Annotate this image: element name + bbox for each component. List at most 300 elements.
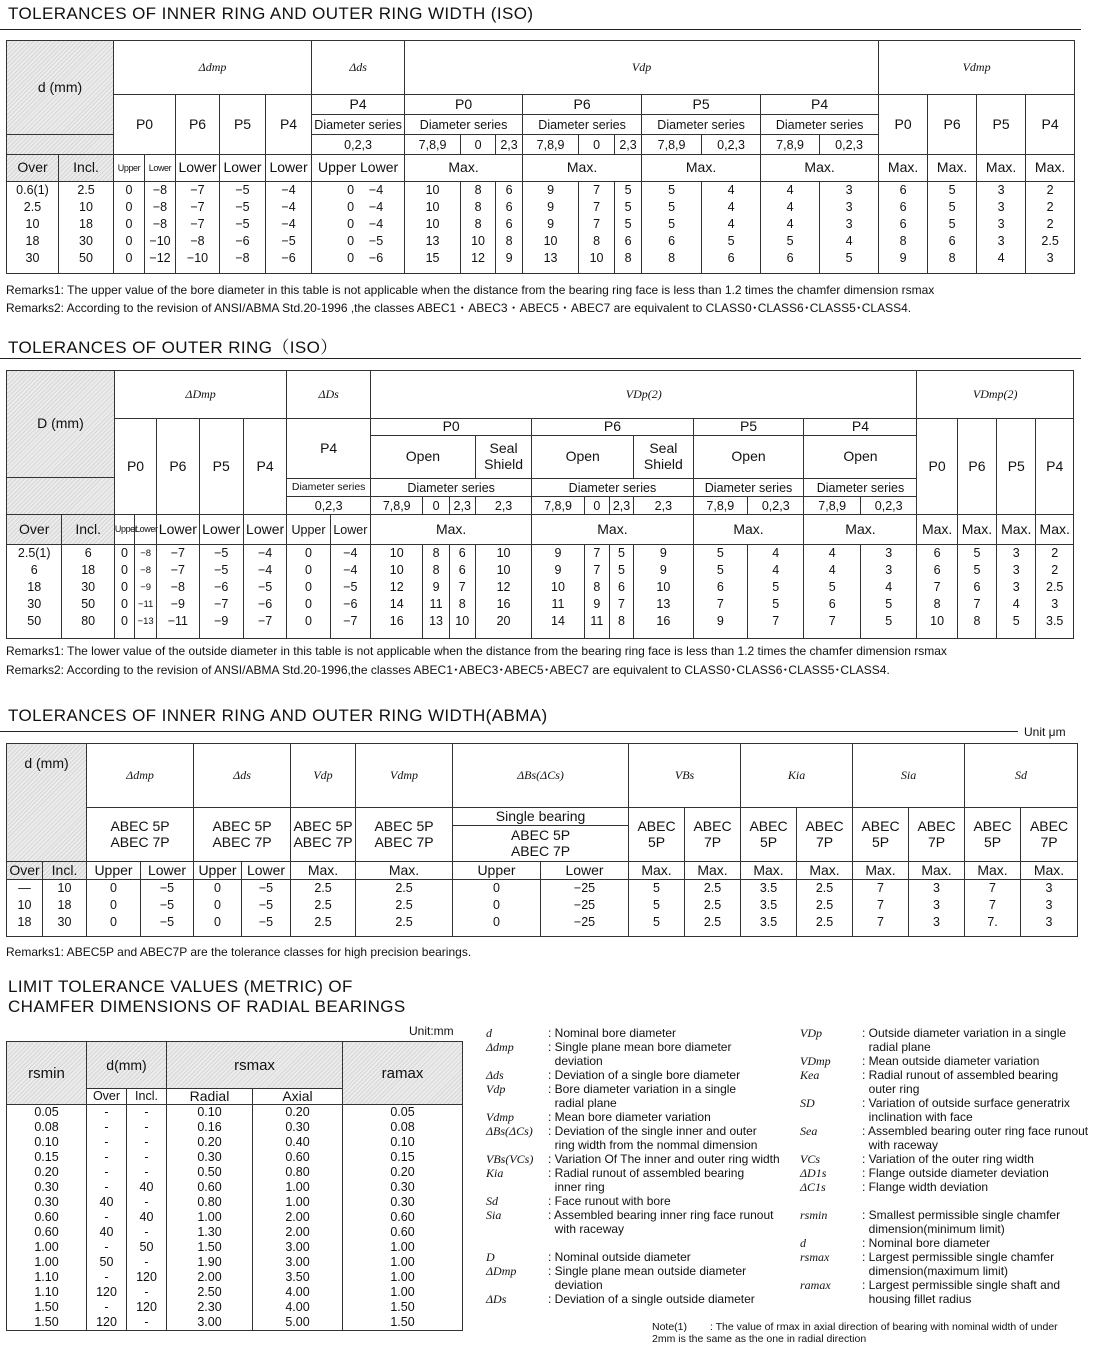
header-series-023: 0,2,3 bbox=[702, 135, 761, 155]
header-vdp: VDp(2) bbox=[371, 371, 917, 419]
header-lower: Lower bbox=[176, 155, 220, 182]
data-column: 10 10 10 13 15 bbox=[405, 182, 461, 274]
header-series-789: 7,8,9 bbox=[532, 497, 584, 515]
header-diameter-series: Diameter series bbox=[405, 115, 523, 135]
header-d-mm: D (mm) bbox=[7, 371, 115, 478]
header-lower: Lower bbox=[243, 515, 286, 545]
legend-text: : Variation of the outer ring width bbox=[862, 1152, 1034, 1166]
header-over: Over bbox=[7, 862, 43, 880]
legend-text: : Deviation of the single inner and outer ring width from the nommal dimension bbox=[548, 1124, 758, 1152]
header-incl: Incl. bbox=[43, 862, 87, 880]
header-max: Max. bbox=[642, 155, 761, 182]
table-cell: 40 bbox=[87, 1225, 127, 1240]
legend-symbol: ΔDmp bbox=[486, 1264, 517, 1278]
header-abec-7p: ABEC 7P bbox=[1021, 808, 1078, 862]
header-vbs: VBs bbox=[629, 744, 741, 808]
legend-symbol: rsmax bbox=[800, 1250, 830, 1264]
header-p4: P4 bbox=[804, 419, 917, 436]
legend-text: : Largest permissible single shaft and housing fillet radius bbox=[862, 1278, 1061, 1306]
header-max: Max. bbox=[1026, 155, 1075, 182]
table-cell: 0.20 bbox=[253, 1105, 343, 1121]
legend-item bbox=[486, 1082, 803, 1110]
table-cell: 3.50 bbox=[253, 1270, 343, 1285]
header-incl: Incl. bbox=[59, 155, 114, 182]
table-row bbox=[7, 1120, 463, 1135]
table-cell: 0.40 bbox=[253, 1135, 343, 1150]
data-column: 3 3 3 3 4 bbox=[977, 182, 1026, 274]
header-d-mm: d(mm) bbox=[87, 1042, 167, 1089]
table-row bbox=[7, 1135, 463, 1150]
note-text: : The value of rmax in axial direction of bearing with nominal width of under 2mm is the same as the one in radial direction bbox=[652, 1321, 1058, 1345]
header-max: Max. bbox=[1036, 515, 1074, 545]
header-series-789: 7,8,9 bbox=[761, 135, 820, 155]
header-lower: Lower bbox=[199, 515, 243, 545]
header-max: Max. bbox=[356, 862, 453, 880]
legend-symbol bbox=[800, 1194, 862, 1208]
table-row bbox=[7, 1240, 463, 1255]
legend-symbol: Sia bbox=[486, 1208, 502, 1222]
table-cell: 2.50 bbox=[167, 1285, 253, 1300]
header-abec-7p: ABEC 7P bbox=[797, 808, 853, 862]
legend-symbol: ΔDs bbox=[486, 1292, 507, 1306]
header-sd: Sd bbox=[965, 744, 1078, 808]
header-open: Open bbox=[371, 436, 476, 479]
header-rsmin: rsmin bbox=[7, 1042, 87, 1105]
table-cell: 1.00 bbox=[343, 1285, 463, 1300]
header-over: Over bbox=[7, 155, 59, 182]
note-label: Note(1) bbox=[652, 1321, 688, 1333]
legend-item bbox=[800, 1068, 1117, 1096]
legend-item bbox=[486, 1110, 803, 1124]
header-abec-5p-7p: ABEC 5P ABEC 7P bbox=[453, 826, 629, 862]
table-cell: 50 bbox=[127, 1240, 167, 1255]
header-vdmp: Vdmp bbox=[356, 744, 453, 808]
data-column: 9 9 10 13 16 bbox=[634, 545, 693, 639]
legend-text: : Variation Of The inner and outer ring width bbox=[548, 1152, 780, 1166]
header-max: Max. bbox=[693, 515, 804, 545]
header-seal-shield: Seal Shield bbox=[475, 436, 531, 479]
table-cell: 2.00 bbox=[167, 1270, 253, 1285]
table-cell: 1.10 bbox=[7, 1285, 87, 1300]
header-max: Max. bbox=[965, 862, 1021, 880]
header-sia: Sia bbox=[853, 744, 965, 808]
header-lower: Lower bbox=[157, 515, 199, 545]
header-upper: Upper bbox=[114, 515, 134, 545]
header-vdp: Vdp bbox=[405, 41, 879, 95]
legend-item bbox=[486, 1040, 803, 1068]
legend-symbol: D bbox=[486, 1250, 495, 1264]
table-row bbox=[7, 1315, 463, 1331]
data-column: 2 2 2.5 3 3.5 bbox=[1036, 545, 1074, 639]
table-cell: 0.30 bbox=[343, 1180, 463, 1195]
legend-item bbox=[486, 1250, 803, 1264]
data-column: −7 −7 −7 −8 −10 bbox=[176, 182, 220, 274]
table-cell: 0.30 bbox=[253, 1120, 343, 1135]
table-cell: 1.50 bbox=[7, 1300, 87, 1315]
data-column: 7 7 7 bbox=[853, 880, 909, 937]
legend-symbol: VDmp bbox=[800, 1054, 831, 1068]
header-p6: P6 bbox=[157, 419, 199, 515]
header-max: Max. bbox=[917, 515, 957, 545]
legend-symbol: VDp bbox=[800, 1026, 822, 1040]
data-column: 6 6 6 8 9 bbox=[496, 182, 523, 274]
data-column: 0 0 0 bbox=[87, 880, 141, 937]
table-width-abma bbox=[6, 743, 1078, 937]
table-cell: 4.00 bbox=[253, 1300, 343, 1315]
legend-symbol: Δdmp bbox=[486, 1040, 514, 1054]
table-cell: 3.00 bbox=[167, 1315, 253, 1331]
table-cell: 120 bbox=[127, 1270, 167, 1285]
data-column: 2.5 2.5 2.5 bbox=[291, 880, 356, 937]
header-lower: Lower bbox=[220, 155, 266, 182]
legend-item bbox=[800, 1236, 1117, 1250]
header-upper: Upper bbox=[453, 862, 541, 880]
data-column: 10 10 12 14 16 bbox=[371, 545, 423, 639]
legend-text: : Nominal bore diameter bbox=[862, 1236, 991, 1250]
table-cell: 1.00 bbox=[343, 1255, 463, 1270]
legend-text: : Single plane mean outside diameter deviation bbox=[548, 1264, 747, 1292]
header-max: Max. bbox=[629, 862, 685, 880]
data-column: 2 2 2 2.5 3 bbox=[1026, 182, 1075, 274]
legend-symbol: SD bbox=[800, 1096, 815, 1110]
header-series-23: 2,3 bbox=[609, 497, 633, 515]
header-lower: Lower bbox=[145, 155, 176, 182]
legend-text: : Flange width deviation bbox=[862, 1180, 989, 1194]
legend-symbol bbox=[486, 1236, 548, 1250]
title-line-2: CHAMFER DIMENSIONS OF RADIAL BEARINGS bbox=[8, 997, 406, 1016]
table-row bbox=[7, 1270, 463, 1285]
table-cell: 0.60 bbox=[253, 1150, 343, 1165]
data-column: 3 3 4 5 5 bbox=[860, 545, 917, 639]
data-column: 3 3 3 4 5 bbox=[997, 545, 1036, 639]
table-cell: - bbox=[127, 1225, 167, 1240]
table-cell: - bbox=[87, 1105, 127, 1121]
legend-symbol: VCs bbox=[800, 1152, 821, 1166]
data-column: 0 0 0 0 0 bbox=[114, 545, 134, 639]
header-p0: P0 bbox=[371, 419, 532, 436]
header-abec-7p: ABEC 7P bbox=[909, 808, 965, 862]
header-p0: P0 bbox=[114, 95, 176, 155]
data-column: 0 0 0 0 0 bbox=[347, 183, 355, 265]
header-p0: P0 bbox=[405, 95, 523, 115]
data-column: 0 0 0 bbox=[194, 880, 242, 937]
legend-symbol: VBs(VCs) bbox=[486, 1152, 534, 1166]
data-column: 3 3 3 4 5 bbox=[820, 182, 879, 274]
table-cell: - bbox=[87, 1300, 127, 1315]
header-diameter-series: Diameter series bbox=[523, 115, 642, 135]
table-cell: 0.10 bbox=[343, 1135, 463, 1150]
legend-text: : Deviation of a single outside diameter bbox=[548, 1292, 755, 1306]
data-column: 2.5 2.5 2.5 bbox=[685, 880, 741, 937]
legend-item bbox=[800, 1054, 1117, 1068]
data-column: 7 7 7. bbox=[965, 880, 1021, 937]
header-vdmp: Vdmp bbox=[879, 41, 1075, 95]
legend-item bbox=[486, 1166, 803, 1194]
header-diameter-series: Diameter series bbox=[371, 479, 532, 497]
header-p4: P4 bbox=[761, 95, 879, 115]
header-blank bbox=[7, 478, 115, 515]
header-vdmp: VDmp(2) bbox=[917, 371, 1074, 419]
table-cell: 0.05 bbox=[7, 1105, 87, 1121]
table-row bbox=[7, 1195, 463, 1210]
header-p4: P4 bbox=[287, 419, 371, 479]
legend-symbol: d bbox=[486, 1026, 492, 1040]
table-cell: 0.05 bbox=[343, 1105, 463, 1121]
header-series-789: 7,8,9 bbox=[523, 135, 579, 155]
header-max: Max. bbox=[741, 862, 797, 880]
section-rule bbox=[0, 29, 1081, 30]
legend-text: : Mean bore diameter variation bbox=[548, 1110, 711, 1124]
header-delta-dmp: Δdmp bbox=[114, 41, 312, 95]
data-column: −5 −5 −6 −7 −9 bbox=[199, 545, 243, 639]
header-vdp: Vdp bbox=[291, 744, 356, 808]
data-column: 0 0 0 0 0 bbox=[287, 545, 330, 639]
table-cell: 0.80 bbox=[253, 1165, 343, 1180]
data-column: −25 −25 −25 bbox=[541, 880, 629, 937]
table-cell: - bbox=[87, 1135, 127, 1150]
header-abec-7p: ABEC 7P bbox=[685, 808, 741, 862]
table-cell: 1.50 bbox=[7, 1315, 87, 1331]
header-abec-5p-7p: ABEC 5P ABEC 7P bbox=[87, 808, 194, 862]
header-max: Max. bbox=[957, 515, 996, 545]
header-abec-5p-7p: ABEC 5P ABEC 7P bbox=[356, 808, 453, 862]
header-abec-5p-7p: ABEC 5P ABEC 7P bbox=[194, 808, 291, 862]
header-series-789: 7,8,9 bbox=[804, 497, 860, 515]
table-row bbox=[7, 1105, 463, 1121]
header-series-023: 0,2,3 bbox=[820, 135, 879, 155]
chamfer-rows bbox=[7, 1105, 463, 1331]
header-p4: P4 bbox=[1026, 95, 1075, 155]
remark-2: Remarks2: According to the revision of ANSI/ABMA Std.20-1996 ,the classes ABEC1・ABEC3・ABEC5・ABEC7 are equivalent to CLASS0･CLASS6･CLASS5･CLASS4. bbox=[6, 301, 912, 315]
data-column: 5 5 5 6 8 bbox=[928, 182, 977, 274]
data-column: 6 18 30 50 80 bbox=[62, 545, 114, 639]
table-cell: - bbox=[87, 1240, 127, 1255]
header-series-789: 7,8,9 bbox=[642, 135, 702, 155]
data-column: −5 −5 −5 bbox=[242, 880, 291, 937]
table-cell: 1.00 bbox=[343, 1270, 463, 1285]
header-rsmax: rsmax bbox=[167, 1042, 343, 1089]
table-outer-ring-iso bbox=[6, 370, 1074, 639]
data-column: −8 −8 −9 −11 −13 bbox=[135, 545, 157, 639]
section-title-inner-outer-width-iso: TOLERANCES OF INNER RING AND OUTER RING WIDTH (ISO) bbox=[8, 4, 534, 23]
table-cell: 0.10 bbox=[7, 1135, 87, 1150]
table-cell: 0.20 bbox=[167, 1135, 253, 1150]
legend-text: : Radial runout of assembled bearing outer ring bbox=[862, 1068, 1059, 1096]
header-upper: Upper bbox=[194, 862, 242, 880]
data-column: 9 9 10 11 14 bbox=[532, 545, 584, 639]
header-ramax: ramax bbox=[343, 1042, 463, 1105]
header-abec-5p: ABEC 5P bbox=[741, 808, 797, 862]
data-column: 5 5 5 6 8 bbox=[642, 182, 702, 274]
header-d-mm: d (mm) bbox=[7, 744, 87, 862]
data-column: 9 9 9 10 13 bbox=[523, 182, 579, 274]
unit-label: Unit:mm bbox=[409, 1024, 454, 1038]
header-kia: Kia bbox=[741, 744, 853, 808]
table-cell: - bbox=[127, 1285, 167, 1300]
header-delta-ds: Δds bbox=[194, 744, 291, 808]
table-cell: 1.10 bbox=[7, 1270, 87, 1285]
data-column: 5 5 5 6 8 bbox=[615, 182, 642, 274]
data-column: 5 5 5 bbox=[629, 880, 685, 937]
table-cell: 1.90 bbox=[167, 1255, 253, 1270]
data-column: 8 8 8 10 12 bbox=[461, 182, 496, 274]
header-diameter-series: Diameter series bbox=[761, 115, 879, 135]
data-column: 6 6 6 8 9 bbox=[879, 182, 928, 274]
table-cell: 120 bbox=[87, 1285, 127, 1300]
header-abec-5p: ABEC 5P bbox=[629, 808, 685, 862]
section-title-width-abma: TOLERANCES OF INNER RING AND OUTER RING WIDTH(ABMA) bbox=[8, 706, 548, 725]
header-p5: P5 bbox=[220, 95, 266, 155]
legend-item bbox=[800, 1096, 1117, 1124]
header-series-023: 0,2,3 bbox=[748, 497, 804, 515]
header-p5: P5 bbox=[693, 419, 804, 436]
legend-item bbox=[486, 1194, 803, 1208]
table-cell: 3.00 bbox=[253, 1240, 343, 1255]
data-column: 4 4 5 5 7 bbox=[748, 545, 804, 639]
table-cell: 0.20 bbox=[343, 1165, 463, 1180]
header-lower: Lower bbox=[266, 155, 312, 182]
table-cell: - bbox=[87, 1180, 127, 1195]
header-diameter-series: Diameter series bbox=[287, 479, 371, 497]
header-p0: P0 bbox=[917, 419, 957, 515]
header-delta-bs: ΔBs(ΔCs) bbox=[453, 744, 629, 808]
header-series-0: 0 bbox=[461, 135, 496, 155]
table-cell: 1.30 bbox=[167, 1225, 253, 1240]
data-column: 4 4 4 5 6 bbox=[761, 182, 820, 274]
header-p6: P6 bbox=[176, 95, 220, 155]
header-upper: Upper bbox=[114, 155, 145, 182]
table-cell: 0.60 bbox=[7, 1225, 87, 1240]
table-cell: 1.00 bbox=[7, 1255, 87, 1270]
table-cell: 2.30 bbox=[167, 1300, 253, 1315]
legend-left bbox=[486, 1026, 803, 1306]
legend-item bbox=[800, 1208, 1117, 1236]
header-d-mm: d (mm) bbox=[7, 41, 114, 135]
legend-item bbox=[486, 1208, 803, 1236]
table-cell: 0.30 bbox=[343, 1195, 463, 1210]
header-p6: P6 bbox=[523, 95, 642, 115]
legend-item bbox=[486, 1026, 803, 1040]
remark-2: Remarks2: According to the revision of ANSI/ABMA Std.20-1996,the classes ABEC1･ABEC3･ABEC5･ABEC7 are equivalent to CLASS0･CLASS6･CLASS5･CLASS4. bbox=[6, 663, 890, 677]
legend-text: : Outside diameter variation in a single radial plane bbox=[862, 1026, 1067, 1054]
legend-right bbox=[800, 1026, 1117, 1306]
table-cell: - bbox=[87, 1165, 127, 1180]
data-column: 0 0 0 0 0 bbox=[114, 182, 145, 274]
header-max: Max. bbox=[291, 862, 356, 880]
header-max: Max. bbox=[405, 155, 523, 182]
table-cell: - bbox=[127, 1120, 167, 1135]
legend-symbol: Δds bbox=[486, 1068, 504, 1082]
data-column: 5 5 6 7 9 bbox=[693, 545, 747, 639]
section-title-chamfer bbox=[8, 977, 406, 1017]
data-column: 2.5(1) 6 18 30 50 bbox=[7, 545, 62, 639]
legend-item bbox=[800, 1180, 1117, 1194]
legend-item bbox=[486, 1068, 803, 1082]
data-column: 5 5 6 7 8 bbox=[957, 545, 996, 639]
header-series-789: 7,8,9 bbox=[371, 497, 423, 515]
header-axial: Axial bbox=[253, 1089, 343, 1105]
header-max: Max. bbox=[685, 862, 741, 880]
header-max: Max. bbox=[1021, 862, 1078, 880]
table-cell: 1.50 bbox=[343, 1300, 463, 1315]
header-abec-5p-7p: ABEC 5P ABEC 7P bbox=[291, 808, 356, 862]
table-cell: 40 bbox=[127, 1210, 167, 1225]
table-cell: 120 bbox=[87, 1315, 127, 1331]
table-cell: 1.00 bbox=[167, 1210, 253, 1225]
header-series-0: 0 bbox=[423, 497, 449, 515]
header-open: Open bbox=[804, 436, 917, 479]
header-max: Max. bbox=[928, 155, 977, 182]
header-p5: P5 bbox=[977, 95, 1026, 155]
header-lower: Lower bbox=[330, 515, 370, 545]
table-cell: - bbox=[127, 1105, 167, 1121]
legend-text: : Mean outside diameter variation bbox=[862, 1054, 1040, 1068]
data-column: 2.5 10 18 30 50 bbox=[59, 182, 114, 274]
table-cell: - bbox=[87, 1210, 127, 1225]
header-series-023: 0,2,3 bbox=[287, 497, 371, 515]
data-column: 4 4 5 6 7 bbox=[804, 545, 860, 639]
legend-item bbox=[800, 1152, 1117, 1166]
header-max: Max. bbox=[909, 862, 965, 880]
table-cell: - bbox=[87, 1120, 127, 1135]
header-p4: P4 bbox=[1036, 419, 1074, 515]
header-p0: P0 bbox=[114, 419, 156, 515]
header-series-789: 7,8,9 bbox=[693, 497, 747, 515]
legend-text bbox=[548, 1236, 803, 1250]
table-cell: 0.30 bbox=[7, 1180, 87, 1195]
header-series-023: 0,2,3 bbox=[312, 135, 405, 155]
header-abec-5p: ABEC 5P bbox=[853, 808, 909, 862]
table-cell: 0.60 bbox=[343, 1210, 463, 1225]
data-column: −8 −8 −8 −10 −12 bbox=[145, 182, 176, 274]
table-cell: 2.00 bbox=[253, 1225, 343, 1240]
header-p4: P4 bbox=[243, 419, 286, 515]
legend-text bbox=[862, 1194, 1117, 1208]
header-diameter-series: Diameter series bbox=[804, 479, 917, 497]
table-cell: 0.15 bbox=[343, 1150, 463, 1165]
legend-symbol: Kia bbox=[486, 1166, 504, 1180]
legend-symbol: rsmin bbox=[800, 1208, 828, 1222]
legend-symbol: Vdmp bbox=[486, 1110, 514, 1124]
header-p4: P4 bbox=[266, 95, 312, 155]
header-delta-dmp: ΔDmp bbox=[114, 371, 286, 419]
legend-text: : Nominal outside diameter bbox=[548, 1250, 691, 1264]
header-lower: Lower bbox=[135, 515, 157, 545]
table-cell: 0.30 bbox=[167, 1150, 253, 1165]
table-cell: - bbox=[127, 1255, 167, 1270]
legend-item bbox=[800, 1250, 1117, 1278]
header-series-0: 0 bbox=[584, 497, 609, 515]
legend-text: : Radial runout of assembled bearing inner ring bbox=[548, 1166, 745, 1194]
legend-item bbox=[800, 1194, 1117, 1208]
legend-item bbox=[486, 1264, 803, 1292]
table-cell: 0.08 bbox=[7, 1120, 87, 1135]
legend-symbol: ΔBs(ΔCs) bbox=[486, 1124, 533, 1138]
header-open: Open bbox=[693, 436, 804, 479]
table-row bbox=[7, 1180, 463, 1195]
header-delta-dmp: Δdmp bbox=[87, 744, 194, 808]
data-column: 5 5 6 7 8 bbox=[609, 545, 633, 639]
data-column-pair bbox=[312, 182, 405, 274]
table-row bbox=[7, 1285, 463, 1300]
table-inner-ring-iso bbox=[6, 40, 1075, 274]
table-cell: 0.60 bbox=[7, 1210, 87, 1225]
table-cell: 40 bbox=[127, 1180, 167, 1195]
header-open: Open bbox=[532, 436, 634, 479]
header-series-789: 7,8,9 bbox=[405, 135, 461, 155]
legend-text: : Largest permissible single chamfer dimension(maximum limit) bbox=[862, 1250, 1055, 1278]
legend-text: : Smallest permissible single chamfer dimension(minimum limit) bbox=[862, 1208, 1061, 1236]
